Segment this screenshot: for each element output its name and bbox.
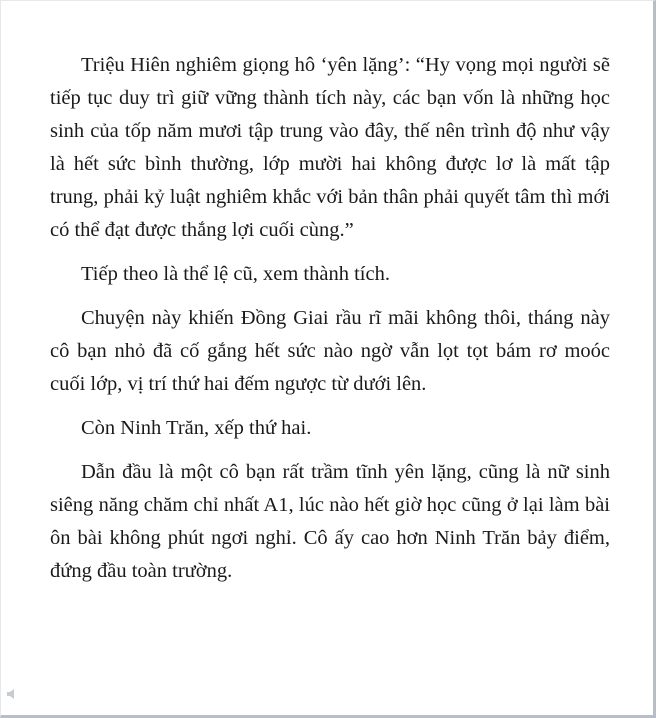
paragraph-2: Tiếp theo là thể lệ cũ, xem thành tích. [81,263,390,285]
paragraph-5: Dẫn đầu là một cô bạn rất trầm tĩnh yên lặng, cũng là nữ sinh siêng năng chăm chỉ nhất A1, lúc nào hết giờ học cũng ở lại làm bài ôn bài không phút ngơi nghỉ. Cô ấy cao hơn Ninh Trăn bảy điểm, đứng đầu toàn trường. [50,461,610,582]
paragraph-3: Chuyện này khiến Đồng Giai rầu rĩ mãi không thôi, tháng này cô bạn nhỏ đã cố gắng hết sức nào ngờ vẫn lọt tọt bám rơ moóc cuối lớp, vị trí thứ hai đếm ngược từ dưới lên. [50,307,610,395]
paragraph-1: Triệu Hiên nghiêm giọng hô ‘yên lặng’: “Hy vọng mọi người sẽ tiếp tục duy trì giữ vững thành tích này, các bạn vốn là những học sinh của tốp năm mươi tập trung vào đây, thế nên trình độ như vậy là hết sức bình thường, lớp mười hai không được lơ là mất tập trung, phải kỷ luật nghiêm khắc với bản thân phải quyết tâm thì mới có thể đạt được thắng lợi cuối cùng.” [50,54,610,241]
speaker-icon [5,687,19,701]
document-body [50,49,610,599]
paragraph-4: Còn Ninh Trăn, xếp thứ hai. [81,417,312,439]
